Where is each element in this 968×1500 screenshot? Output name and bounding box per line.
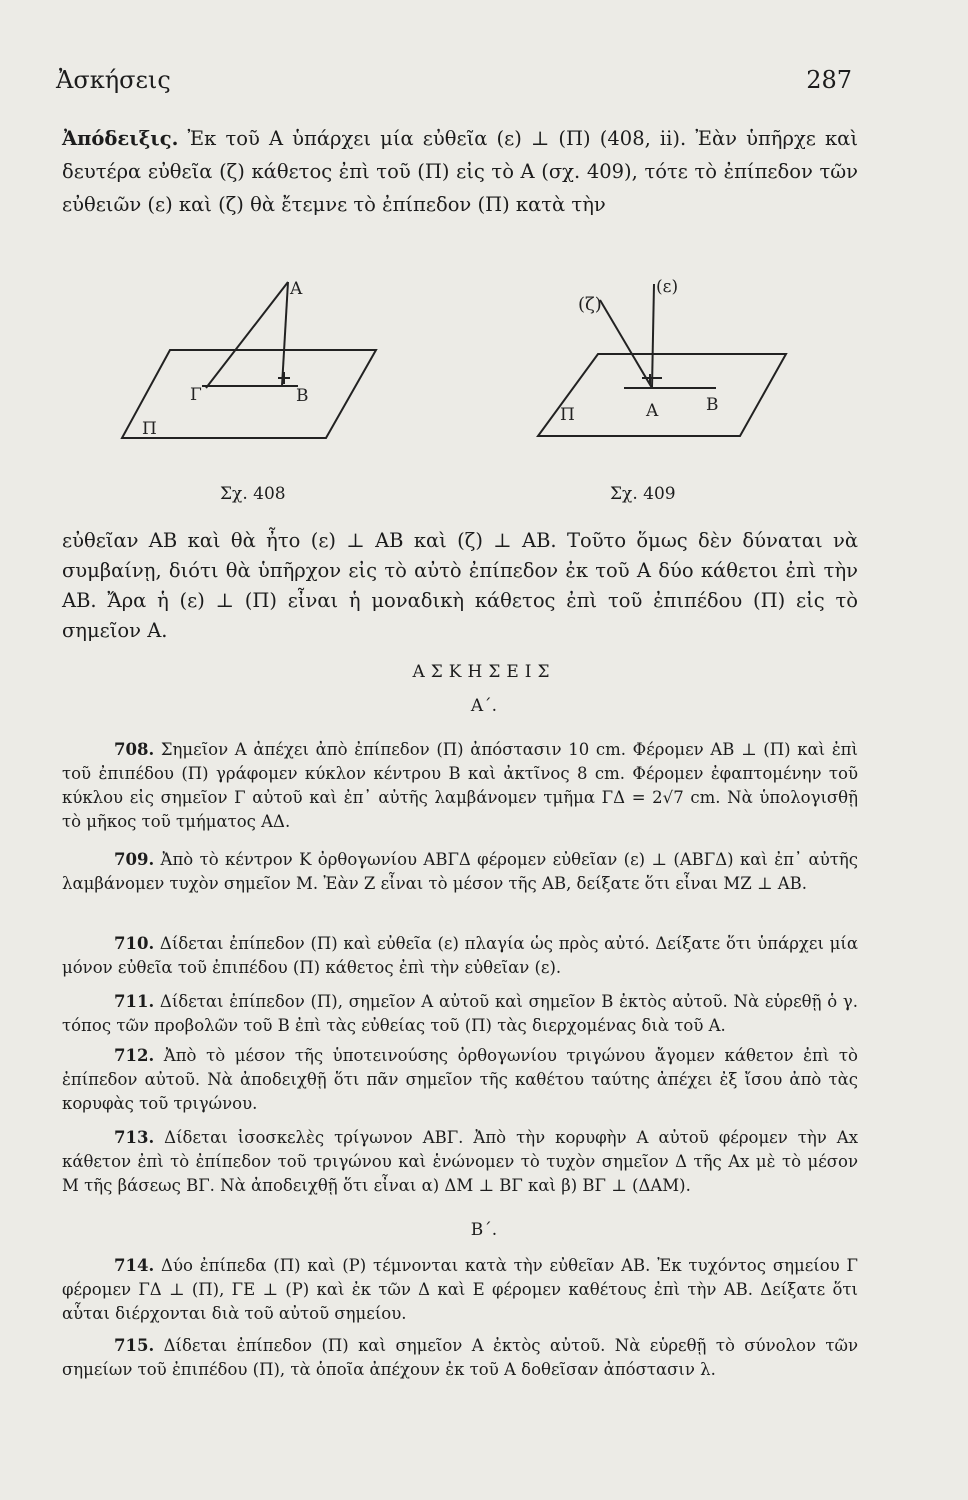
exercise-711 xyxy=(62,990,858,1038)
line-epsilon-408 xyxy=(282,282,288,386)
section-title: ΑΣΚΗΣΕΙΣ xyxy=(412,662,556,682)
exercise-text: Σημεῖον Α ἀπέχει ἀπὸ ἐπίπεδον (Π) ἀπόστασιν 10 cm. Φέρομεν ΑΒ ⊥ (Π) καὶ ἐπὶ τοῦ ἐπιπέδου (Π) γράφομεν κύκλον κέντρου Β καὶ ἀκτῖνος 8 cm. Φέρομεν ἐφαπτομένην τοῦ κύκλου εἰς σημεῖον Γ αὐτοῦ καὶ ἐπ᾽ αὐτῆς λαμβάνομεν τμῆμα ΓΔ = 2√7 cm. Νὰ ὑπολογισθῇ τὸ μῆκος τοῦ τμήματος ΑΔ. xyxy=(62,740,858,831)
line-zeta xyxy=(600,300,652,388)
exercise-715 xyxy=(62,1334,858,1382)
fig409-label-B: Β xyxy=(706,395,719,415)
fig408-label-A: Α xyxy=(290,279,303,299)
exercise-number: 715. xyxy=(114,1336,155,1355)
exercise-text: Δίδεται ἐπίπεδον (Π) καὶ εὐθεῖα (ε) πλαγία ὡς πρὸς αὐτό. Δείξατε ὅτι ὑπάρχει μία μόνον εὐθεῖα τοῦ ἐπιπέδου (Π) κάθετος ἐπὶ τὴν εὐθεῖαν (ε). xyxy=(62,934,858,977)
fig408-label-B: Β xyxy=(296,386,309,406)
page-number: 287 xyxy=(806,66,852,94)
exercise-number: 708. xyxy=(114,740,155,759)
proof-paragraph xyxy=(62,122,858,221)
figures xyxy=(110,270,810,510)
exercise-710 xyxy=(62,932,858,980)
line-epsilon-409 xyxy=(652,284,654,388)
exercise-text: Ἀπὸ τὸ κέντρον Κ ὀρθογωνίου ΑΒΓΔ φέρομεν εὐθεῖαν (ε) ⊥ (ΑΒΓΔ) καὶ ἐπ᾽ αὐτῆς λαμβάνομεν τυχὸν σημεῖον Μ. Ἐὰν Ζ εἶναι τὸ μέσον τῆς ΑΒ, δείξατε ὅτι εἶναι ΜΖ ⊥ ΑΒ. xyxy=(62,850,858,893)
exercise-number: 714. xyxy=(114,1256,155,1275)
exercise-708 xyxy=(62,738,858,834)
figure-drawings xyxy=(110,270,810,510)
figure-408 xyxy=(122,279,376,439)
proof-continuation: εὐθεῖαν ΑΒ καὶ θὰ ἦτο (ε) ⊥ ΑΒ καὶ (ζ) ⊥ ΑΒ. Τοῦτο ὅμως δὲν δύναται νὰ συμβαίνῃ, διότι θὰ ὑπῆρχον εἰς τὸ αὐτὸ ἐπίπεδον ἐκ τοῦ Α δύο κάθετοι ἐπὶ τὴν ΑΒ. Ἄρα ἡ (ε) ⊥ (Π) εἶναι ἡ μοναδικὴ κάθετος ἐπὶ τοῦ ἐπιπέδου (Π) εἰς τὸ σημεῖον Α. xyxy=(62,529,858,642)
fig409-label-P: Π xyxy=(560,405,575,425)
figure-409 xyxy=(538,277,786,436)
exercise-713 xyxy=(62,1126,858,1198)
proof-label: Ἀπόδειξις. xyxy=(62,127,179,150)
fig409-caption: Σχ. 409 xyxy=(610,484,676,504)
fig408-caption: Σχ. 408 xyxy=(220,484,286,504)
exercise-text: Ἀπὸ τὸ μέσον τῆς ὑποτεινούσης ὀρθογωνίου τριγώνου ἄγομεν κάθετον ἐπὶ τὸ ἐπίπεδον αὐτοῦ. Νὰ ἀποδειχθῇ ὅτι πᾶν σημεῖον τῆς καθέτου ταύτης ἀπέχει ἐξ ἴσου ἀπὸ τὰς κορυφὰς τοῦ τριγώνου. xyxy=(62,1046,858,1113)
exercise-text: Δίδεται ἰσοσκελὲς τρίγωνον ΑΒΓ. Ἀπὸ τὴν κορυφὴν Α αὐτοῦ φέρομεν τὴν Αx κάθετον ἐπὶ τὸ ἐπίπεδον τοῦ τριγώνου καὶ ἑνώνομεν τὸ τυχὸν σημεῖον Δ τῆς Αx μὲ τὸ μέσον Μ τῆς βάσεως ΒΓ. Νὰ ἀποδειχθῇ ὅτι εἶναι α) ΔΜ ⊥ ΒΓ καὶ β) ΒΓ ⊥ (ΔΑΜ). xyxy=(62,1128,858,1195)
oblique-line-408 xyxy=(206,282,288,388)
exercise-712 xyxy=(62,1044,858,1116)
exercise-number: 712. xyxy=(114,1046,155,1065)
exercise-number: 711. xyxy=(114,992,155,1011)
exercise-709 xyxy=(62,848,858,896)
fig408-label-G: Γ xyxy=(190,385,202,405)
proof-text: Ἐκ τοῦ Α ὑπάρχει μία εὐθεῖα (ε) ⊥ (Π) (408, ii). Ἐὰν ὑπῆρχε καὶ δευτέρα εὐθεῖα (ζ) κάθετος ἐπὶ τοῦ (Π) εἰς τὸ Α (σχ. 409), τότε τὸ ἐπίπεδον τῶν εὐθειῶν (ε) καὶ (ζ) θὰ ἔτεμνε τὸ ἐπίπεδον (Π) κατὰ τὴν xyxy=(62,127,858,216)
fig408-label-P: Π xyxy=(142,419,157,439)
running-title: Ἀσκήσεις xyxy=(56,66,171,94)
exercise-text: Δίδεται ἐπίπεδον (Π) καὶ σημεῖον Α ἐκτὸς αὐτοῦ. Νὰ εὑρεθῇ τὸ σύνολον τῶν σημείων τοῦ ἐπιπέδου (Π), τὰ ὁποῖα ἀπέχουν ἐκ τοῦ Α δοθεῖσαν ἀπόστασιν λ. xyxy=(62,1336,858,1379)
section-part-a: Α΄. xyxy=(470,696,498,716)
exercise-number: 710. xyxy=(114,934,155,953)
fig409-label-zeta: (ζ) xyxy=(578,294,602,315)
page-header xyxy=(56,66,852,100)
fig409-label-A: Α xyxy=(646,401,659,421)
exercise-number: 709. xyxy=(114,850,155,869)
exercise-714 xyxy=(62,1254,858,1326)
plane-pi-409 xyxy=(538,354,786,436)
exercise-text: Δύο ἐπίπεδα (Π) καὶ (Ρ) τέμνονται κατὰ τὴν εὐθεῖαν ΑΒ. Ἐκ τυχόντος σημείου Γ φέρομεν ΓΔ ⊥ (Π), ΓΕ ⊥ (Ρ) καὶ ἐκ τῶν Δ καὶ Ε φέρομεν καθέτους ἐπὶ τὴν ΑΒ. Δείξατε ὅτι αὗται διέρχονται διὰ τοῦ αὐτοῦ σημείου. xyxy=(62,1256,858,1323)
section-part-b: Β΄. xyxy=(470,1220,498,1240)
fig409-label-epsilon: (ε) xyxy=(656,277,679,297)
exercise-number: 713. xyxy=(114,1128,155,1147)
exercise-text: Δίδεται ἐπίπεδον (Π), σημεῖον Α αὐτοῦ καὶ σημεῖον Β ἐκτὸς αὐτοῦ. Νὰ εὑρεθῇ ὁ γ. τόπος τῶν προβολῶν τοῦ Β ἐπὶ τὰς εὐθείας τοῦ (Π) τὰς διερχομένας διὰ τοῦ Α. xyxy=(62,992,858,1035)
plane-pi-408 xyxy=(122,350,376,438)
